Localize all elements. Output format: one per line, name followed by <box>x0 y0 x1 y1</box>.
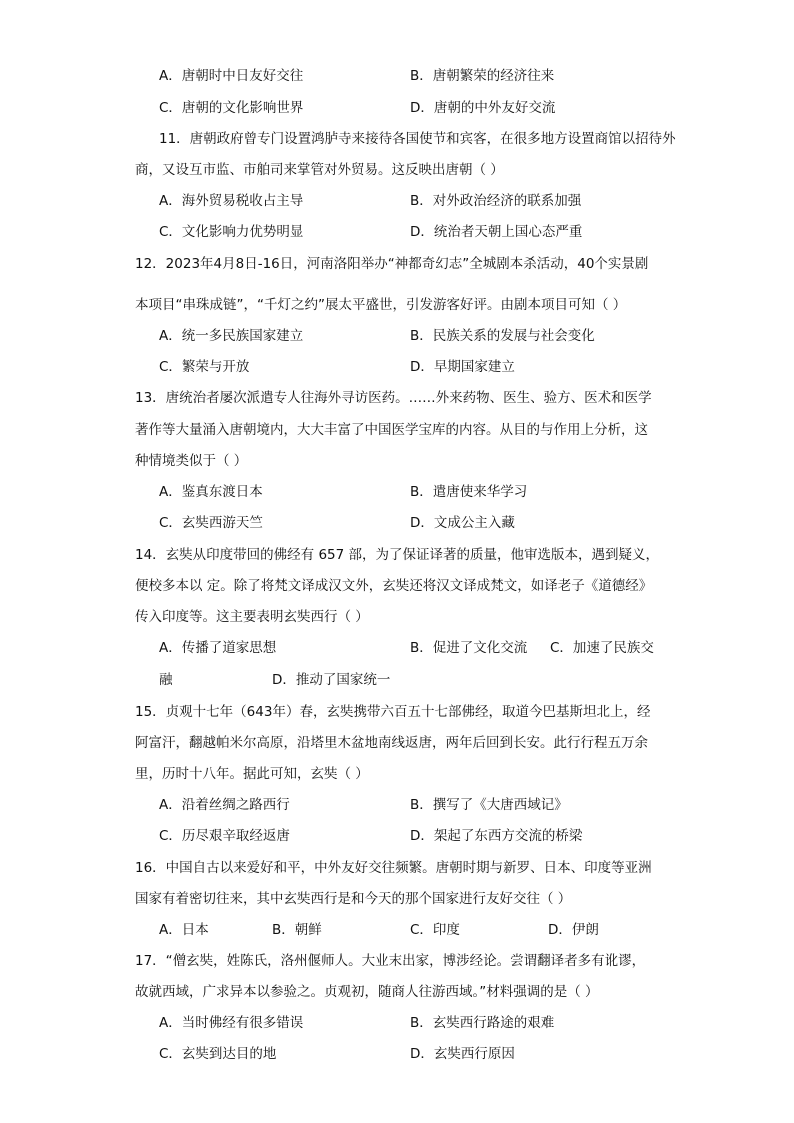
q15-option-d: D．架起了东西方交流的桥梁 <box>410 828 583 844</box>
q13-stem-line-2: 著作等大量涌入唐朝境内，大大丰富了中国医学宝库的内容。从目的与作用上分析，这 <box>135 422 648 438</box>
q10-option-a: A．唐朝时中日友好交往 <box>159 68 304 84</box>
q16-option-d: D．伊朗 <box>548 922 599 938</box>
q13-option-d: D．文成公主入藏 <box>410 515 515 531</box>
q17-option-c: C．玄奘到达目的地 <box>159 1046 277 1062</box>
q14-option-a: A．传播了道家思想 <box>159 640 277 656</box>
q15-option-a: A．沿着丝绸之路西行 <box>159 797 290 813</box>
q15-option-b: B．撰写了《大唐西域记》 <box>410 797 568 813</box>
q12-option-d: D．早期国家建立 <box>410 359 515 375</box>
q14-option-b: B．促进了文化交流 <box>410 640 528 656</box>
q15-stem-line-3: 里，历时十八年。据此可知，玄奘（ ） <box>135 766 369 782</box>
q11-option-d: D．统治者天朝上国心态严重 <box>410 224 583 240</box>
q10-option-b: B．唐朝繁荣的经济往来 <box>410 68 555 84</box>
q13-option-c: C．玄奘西游天竺 <box>159 515 263 531</box>
q12-option-c: C．繁荣与开放 <box>159 359 250 375</box>
q16-option-b: B．朝鲜 <box>272 922 322 938</box>
q12-option-a: A．统一多民族国家建立 <box>159 328 304 344</box>
q16-option-a: A．日本 <box>159 922 209 938</box>
q16-stem-line-1: 16．中国自古以来爱好和平，中外友好交往频繁。唐朝时期与新罗、日本、印度等亚洲 <box>135 860 652 876</box>
q11-stem-line-1: 11．唐朝政府曾专门设置鸿胪寺来接待各国使节和宾客，在很多地方设置商馆以招待外 <box>159 131 676 147</box>
q15-stem-line-2: 阿富汗，翻越帕米尔高原，沿塔里木盆地南线返唐，两年后回到长安。此行行程五万余 <box>135 735 648 751</box>
q16-stem-line-2: 国家有着密切往来，其中玄奘西行是和今天的那个国家进行友好交往（ ） <box>135 891 572 907</box>
q13-option-a: A．鉴真东渡日本 <box>159 484 263 500</box>
q17-stem-line-2: 故就西域，广求异本以参验之。贞观初，随商人往游西域。”材料强调的是（ ） <box>135 984 599 1000</box>
q12-option-b: B．民族关系的发展与社会变化 <box>410 328 595 344</box>
q14-stem-line-3: 传入印度等。这主要表明玄奘西行（ ） <box>135 609 369 625</box>
q15-stem-line-1: 15．贞观十七年（643年）春，玄奘携带六百五十七部佛经，取道今巴基斯坦北上，经 <box>135 704 651 720</box>
q17-option-a: A．当时佛经有很多错误 <box>159 1015 304 1031</box>
q17-option-b: B．玄奘西行路途的艰难 <box>410 1015 555 1031</box>
q13-stem-line-1: 13．唐统治者屡次派遣专人往海外寻访医药。……外来药物、医生、验方、医术和医学 <box>135 390 652 406</box>
q17-stem-line-1: 17．“僧玄奘，姓陈氏，洛州偃师人。大业末出家，博涉经论。尝谓翻译者多有讹谬， <box>135 953 646 969</box>
q12-stem-line-1: 12．2023年4月8日-16日，河南洛阳举办“神都奇幻志”全城剧本杀活动，40个实景剧 <box>135 256 649 272</box>
q17-option-d: D．玄奘西行原因 <box>410 1046 515 1062</box>
q14-stem-line-1: 14．玄奘从印度带回的佛经有 657 部，为了保证译著的质量，他审选版本，遇到疑义， <box>135 547 660 563</box>
q11-option-a: A．海外贸易税收占主导 <box>159 193 304 209</box>
q11-option-c: C．文化影响力优势明显 <box>159 224 304 240</box>
q11-stem-line-2: 商，又设互市监、市舶司来掌管对外贸易。这反映出唐朝（ ） <box>135 162 504 178</box>
q11-option-b: B．对外政治经济的联系加强 <box>410 193 582 209</box>
q13-option-b: B．遣唐使来华学习 <box>410 484 528 500</box>
q16-option-c: C．印度 <box>410 922 460 938</box>
q10-option-d: D．唐朝的中外友好交流 <box>410 100 556 116</box>
q12-stem-line-2: 本项目“串珠成链”，“千灯之约”展太平盛世，引发游客好评。由剧本项目可知（ ） <box>135 297 627 313</box>
q15-option-c: C．历尽艰辛取经返唐 <box>159 828 290 844</box>
q14-option-d: D．推动了国家统一 <box>272 672 391 688</box>
q10-option-c: C．唐朝的文化影响世界 <box>159 100 304 116</box>
q14-option-c: C．加速了民族交 <box>550 640 654 656</box>
q14-stem-line-2: 便校多本以 定。除了将梵文译成汉文外，玄奘还将汉文译成梵文，如译老子《道德经》 <box>135 578 653 594</box>
q14-option-c-continued: 融 <box>159 672 173 688</box>
q13-stem-line-3: 种情境类似于（ ） <box>135 453 248 469</box>
